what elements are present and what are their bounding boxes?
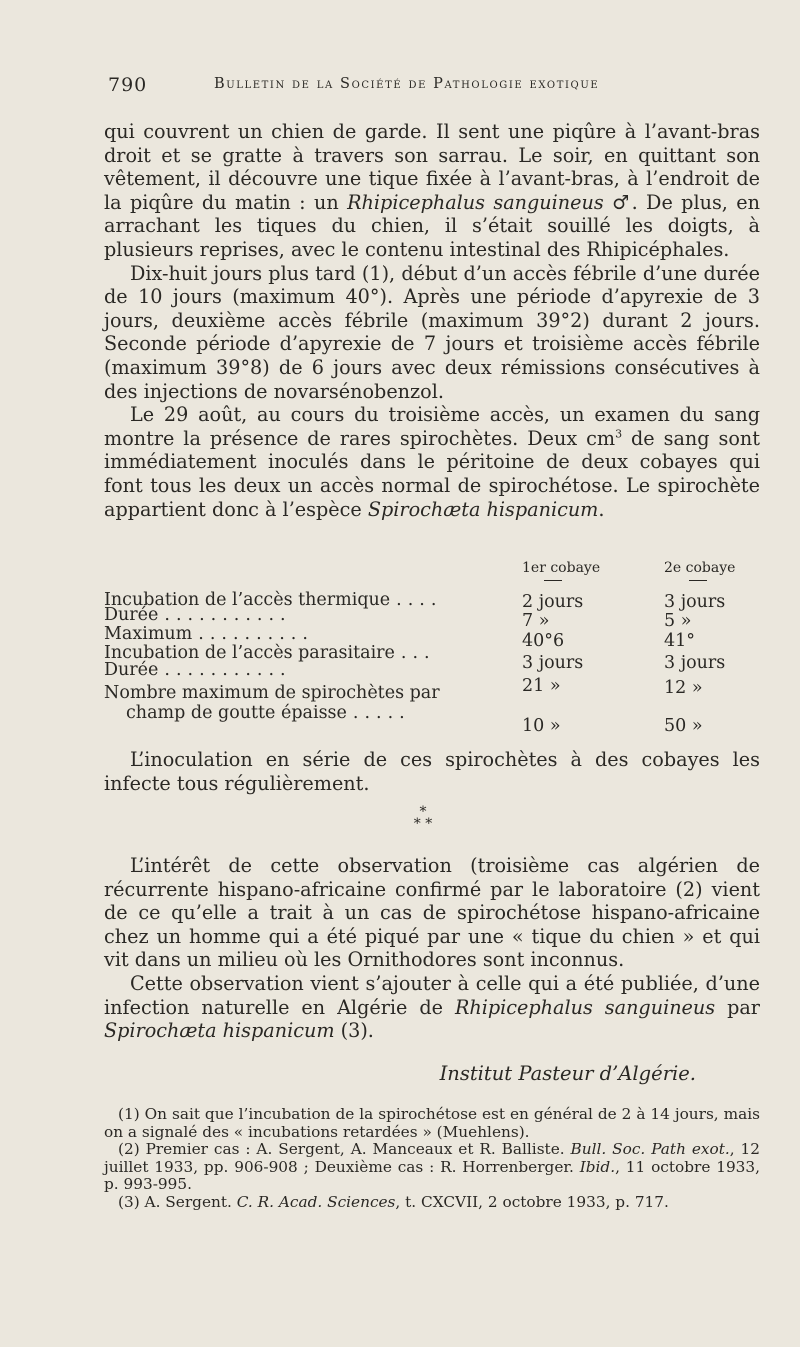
page-number: 790 [108, 74, 148, 96]
page-header [108, 74, 752, 102]
paragraph-6: Cette observation vient s’ajouter à celle qui a été publiée, d’une infection naturelle en Algérie de Rhipicephalus sanguineus par Spirochæta hispanicum (3). [104, 971, 760, 1043]
table-cell: 3 jours [664, 653, 726, 673]
table-cell: 12 » [664, 678, 703, 698]
footnote-2: (2) Premier cas : A. Sergent, A. Manceaux et R. Balliste. Bull. Soc. Path exot., 12 juillet 1933, pp. 906-908 ; Deuxième cas : R. Horrenberger. Ibid., 11 octobre 1933, p. 993-995. [104, 1140, 761, 1194]
paragraph-1: qui couvrent un chien de garde. Il sent une piqûre à l’avant-bras droit et se gratte à travers son sarrau. Le soir, en quittant son vêtement, il découvre une tique fixée à l’avant-bras, à l’endroit de la piqûre du matin : un Rhipicephalus sanguineus ♂. De plus, en arrachant les tiques du chien, il s’était souillé les doigts, à plusieurs reprises, avec le contenu intestinal des Rhipicéphales. [104, 120, 760, 261]
column-header-2: 2e cobaye [664, 560, 736, 576]
table-cell: 41° [664, 631, 696, 651]
table-row-label: champ de goutte épaisse ..... [126, 703, 411, 723]
table-cell: 5 » [664, 611, 692, 631]
paragraph-4: L’inoculation en série de ces spirochètes à des cobayes les infecte tous régulièrement. [104, 748, 760, 795]
running-title: Bulletin de la Société de Pathologie exotique [214, 76, 600, 92]
table-cell: 21 » [522, 676, 561, 696]
asterism-bottom: * * [413, 816, 433, 832]
table-cell: 10 » [522, 716, 561, 736]
column-header-1: 1er cobaye [522, 560, 601, 576]
table-cell: 40°6 [522, 631, 565, 651]
paragraph-2: Dix-huit jours plus tard (1), début d’un accès fébrile d’une durée de 10 jours (maximum 40°). Après une période d’apyrexie de 3 jours, deuxième accès fébrile (maximum 39°2) durant 2 jours. Seconde période d’apyrexie de 7 jours et troisième accès fébrile (maximum 39°8) de 6 jours avec deux rémissions consécutives à des injections de novarsénobenzol. [104, 261, 760, 403]
column-header-1-dash [544, 580, 562, 581]
table-cell: 2 jours [522, 592, 584, 612]
paragraph-5: L’intérêt de cette observation (troisième cas algérien de récurrente hispano-africaine confirmé par le laboratoire (2) vient de ce qu’elle a trait à un cas de spirochétose hispano-africaine chez un homme qui a été piqué par une « tique du chien » et qui vit dans un milieu où les Ornithodores sont inconnus. [104, 854, 760, 972]
body-text-upper [104, 120, 760, 521]
table-row-label: Incubation de l’accès thermique .... [104, 590, 443, 610]
table-row-label: Maximum .......... [104, 624, 314, 644]
table-cell: 7 » [522, 611, 550, 631]
body-text-middle [104, 748, 760, 795]
table-cell: 50 » [664, 716, 703, 736]
column-header-2-dash [689, 580, 707, 581]
table-row-label: Incubation de l’accès parasitaire ... [104, 643, 436, 663]
body-text-lower [104, 854, 760, 1043]
footnote-3: (3) A. Sergent. C. R. Acad. Sciences, t. CXCVII, 2 octobre 1933, p. 717. [118, 1192, 669, 1211]
signature-affiliation: Institut Pasteur d’Algérie. [439, 1062, 696, 1085]
asterism-top: * [419, 804, 427, 820]
footnotes [104, 1106, 760, 1212]
table-row-label: Durée ........... [104, 605, 292, 625]
footnote-1: (1) On sait que l’incubation de la spirochétose est en général de 2 à 14 jours, mais on a signalé des « incubations retardées » (Muehlens). [104, 1105, 760, 1141]
table-cell: 3 jours [522, 653, 584, 673]
table-row-label: Durée ........... [104, 660, 292, 680]
guinea-pig-table [104, 560, 760, 740]
table-cell: 3 jours [664, 592, 726, 612]
paragraph-3: Le 29 août, au cours du troisième accès, un examen du sang montre la présence de rares spirochètes. Deux $cm^3$ de sang sont immédiatement inoculés dans le péritoine de deux cobayes qui font tous les deux un accès normal de spirochétose. Le spirochète appartient donc à l’espèce Spirochæta hispanicum. [104, 403, 760, 521]
table-row-label: Nombre maximum de spirochètes par [104, 683, 440, 703]
asterism [408, 806, 438, 830]
